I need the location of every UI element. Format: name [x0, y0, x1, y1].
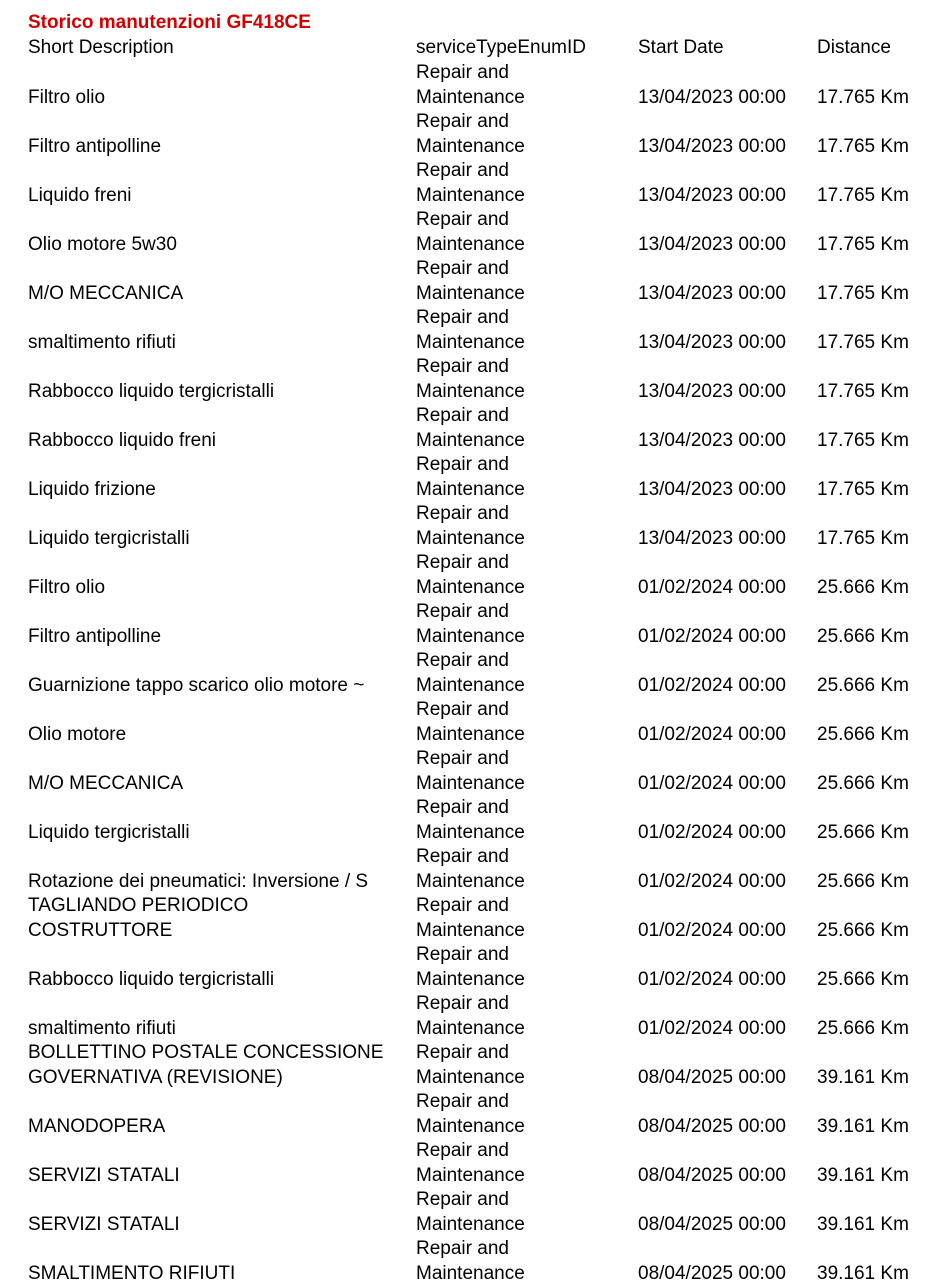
cell-short-description: SERVIZI STATALI: [28, 1213, 180, 1235]
cell-distance: 25.666 Km: [817, 723, 909, 745]
cell-distance: 25.666 Km: [817, 968, 909, 990]
cell-start-date: 01/02/2024 00:00: [638, 723, 786, 745]
table-row: [28, 1041, 928, 1090]
cell-short-description: Rabbocco liquido freni: [28, 429, 217, 451]
table-row: [28, 404, 928, 453]
cell-start-date: 13/04/2023 00:00: [638, 184, 786, 206]
table-body: [28, 61, 928, 1286]
cell-short-description: Rotazione dei pneumatici: Inversione / S: [28, 870, 369, 892]
cell-start-date: 13/04/2023 00:00: [638, 380, 786, 402]
cell-service-type: Repair and Maintenance: [416, 993, 525, 1039]
cell-distance: 25.666 Km: [817, 870, 909, 892]
cell-short-description: Liquido freni: [28, 184, 132, 206]
table-row: [28, 747, 928, 796]
cell-short-description: smaltimento rifiuti: [28, 331, 176, 353]
cell-service-type: Repair and Maintenance: [416, 1238, 525, 1284]
table-row: [28, 306, 928, 355]
cell-start-date: 13/04/2023 00:00: [638, 135, 786, 157]
cell-distance: 39.161 Km: [817, 1213, 909, 1235]
table-row: [28, 551, 928, 600]
cell-short-description: TAGLIANDO PERIODICO COSTRUTTORE: [28, 895, 249, 941]
cell-distance: 17.765 Km: [817, 331, 909, 353]
cell-distance: 39.161 Km: [817, 1115, 909, 1137]
table-row: [28, 992, 928, 1041]
cell-start-date: 01/02/2024 00:00: [638, 1017, 786, 1039]
cell-distance: 17.765 Km: [817, 282, 909, 304]
cell-short-description: Filtro olio: [28, 576, 106, 598]
cell-start-date: 08/04/2025 00:00: [638, 1115, 786, 1137]
cell-short-description: Rabbocco liquido tergicristalli: [28, 380, 275, 402]
cell-start-date: 13/04/2023 00:00: [638, 429, 786, 451]
cell-short-description: Olio motore: [28, 723, 127, 745]
header-service-type: serviceTypeEnumID: [416, 37, 587, 58]
table-row: [28, 796, 928, 845]
cell-service-type: Repair and Maintenance: [416, 454, 525, 500]
cell-service-type: Repair and Maintenance: [416, 797, 525, 843]
cell-distance: 17.765 Km: [817, 429, 909, 451]
cell-distance: 25.666 Km: [817, 674, 909, 696]
cell-distance: 17.765 Km: [817, 380, 909, 402]
header-start-date: Start Date: [638, 37, 724, 58]
cell-start-date: 13/04/2023 00:00: [638, 527, 786, 549]
table-row: [28, 1090, 928, 1139]
table-row: [28, 453, 928, 502]
table-row: [28, 600, 928, 649]
cell-service-type: Repair and Maintenance: [416, 503, 525, 549]
cell-distance: 17.765 Km: [817, 184, 909, 206]
cell-short-description: Liquido frizione: [28, 478, 156, 500]
cell-short-description: BOLLETTINO POSTALE CONCESSIONE GOVERNATIVA (REVISIONE): [28, 1042, 384, 1088]
table-row: [28, 845, 928, 894]
report-title: Storico manutenzioni GF418CE: [28, 12, 311, 33]
table-header: [28, 36, 928, 61]
cell-distance: 17.765 Km: [817, 233, 909, 255]
cell-distance: 17.765 Km: [817, 135, 909, 157]
cell-short-description: smaltimento rifiuti: [28, 1017, 176, 1039]
cell-short-description: SERVIZI STATALI: [28, 1164, 180, 1186]
table-row: [28, 1188, 928, 1237]
table-row: [28, 894, 928, 943]
cell-start-date: 08/04/2025 00:00: [638, 1164, 786, 1186]
cell-start-date: 13/04/2023 00:00: [638, 282, 786, 304]
table-row: [28, 1139, 928, 1188]
cell-start-date: 13/04/2023 00:00: [638, 331, 786, 353]
cell-service-type: Repair and Maintenance: [416, 405, 525, 451]
cell-service-type: Repair and Maintenance: [416, 944, 525, 990]
cell-short-description: Liquido tergicristalli: [28, 527, 190, 549]
cell-service-type: Repair and Maintenance: [416, 356, 525, 402]
table-row: [28, 208, 928, 257]
cell-service-type: Repair and Maintenance: [416, 1091, 525, 1137]
table-row: [28, 355, 928, 404]
cell-distance: 25.666 Km: [817, 772, 909, 794]
cell-service-type: Repair and Maintenance: [416, 258, 525, 304]
cell-service-type: Repair and Maintenance: [416, 111, 525, 157]
cell-distance: 25.666 Km: [817, 1017, 909, 1039]
cell-start-date: 08/04/2025 00:00: [638, 1213, 786, 1235]
cell-start-date: 01/02/2024 00:00: [638, 674, 786, 696]
cell-short-description: Liquido tergicristalli: [28, 821, 190, 843]
cell-start-date: 13/04/2023 00:00: [638, 233, 786, 255]
cell-service-type: Repair and Maintenance: [416, 1042, 525, 1088]
cell-service-type: Repair and Maintenance: [416, 209, 525, 255]
cell-service-type: Repair and Maintenance: [416, 552, 525, 598]
cell-service-type: Repair and Maintenance: [416, 846, 525, 892]
table-row: [28, 649, 928, 698]
cell-start-date: 08/04/2025 00:00: [638, 1066, 786, 1088]
cell-distance: 25.666 Km: [817, 625, 909, 647]
cell-short-description: M/O MECCANICA: [28, 772, 184, 794]
cell-service-type: Repair and Maintenance: [416, 1140, 525, 1186]
cell-short-description: Guarnizione tappo scarico olio motore ~: [28, 674, 365, 696]
cell-distance: 17.765 Km: [817, 478, 909, 500]
table-row: [28, 1237, 928, 1286]
cell-service-type: Repair and Maintenance: [416, 1189, 525, 1235]
cell-short-description: M/O MECCANICA: [28, 282, 184, 304]
cell-short-description: Filtro antipolline: [28, 135, 162, 157]
cell-distance: 17.765 Km: [817, 86, 909, 108]
table-row: [28, 502, 928, 551]
cell-start-date: 01/02/2024 00:00: [638, 968, 786, 990]
table-row: [28, 159, 928, 208]
cell-distance: 17.765 Km: [817, 527, 909, 549]
cell-service-type: Repair and Maintenance: [416, 895, 525, 941]
cell-short-description: Filtro olio: [28, 86, 106, 108]
cell-start-date: 08/04/2025 00:00: [638, 1262, 786, 1284]
cell-start-date: 01/02/2024 00:00: [638, 821, 786, 843]
table-row: [28, 61, 928, 110]
cell-service-type: Repair and Maintenance: [416, 160, 525, 206]
table-row: [28, 257, 928, 306]
cell-start-date: 01/02/2024 00:00: [638, 625, 786, 647]
maintenance-report: [28, 10, 928, 1286]
cell-start-date: 01/02/2024 00:00: [638, 919, 786, 941]
cell-short-description: Rabbocco liquido tergicristalli: [28, 968, 275, 990]
header-short-description: Short Description: [28, 37, 174, 58]
cell-distance: 25.666 Km: [817, 821, 909, 843]
table-row: [28, 110, 928, 159]
cell-distance: 25.666 Km: [817, 919, 909, 941]
cell-distance: 25.666 Km: [817, 576, 909, 598]
cell-start-date: 01/02/2024 00:00: [638, 576, 786, 598]
cell-service-type: Repair and Maintenance: [416, 601, 525, 647]
cell-service-type: Repair and Maintenance: [416, 62, 525, 108]
cell-start-date: 13/04/2023 00:00: [638, 86, 786, 108]
cell-start-date: 01/02/2024 00:00: [638, 870, 786, 892]
cell-distance: 39.161 Km: [817, 1164, 909, 1186]
table-row: [28, 943, 928, 992]
cell-distance: 39.161 Km: [817, 1066, 909, 1088]
cell-short-description: Olio motore 5w30: [28, 233, 177, 255]
cell-service-type: Repair and Maintenance: [416, 650, 525, 696]
table-row: [28, 698, 928, 747]
cell-short-description: MANODOPERA: [28, 1115, 166, 1137]
cell-distance: 39.161 Km: [817, 1262, 909, 1284]
cell-service-type: Repair and Maintenance: [416, 699, 525, 745]
cell-start-date: 01/02/2024 00:00: [638, 772, 786, 794]
cell-service-type: Repair and Maintenance: [416, 748, 525, 794]
header-distance: Distance: [817, 37, 891, 58]
cell-service-type: Repair and Maintenance: [416, 307, 525, 353]
cell-short-description: Filtro antipolline: [28, 625, 162, 647]
cell-short-description: SMALTIMENTO RIFIUTI: [28, 1262, 236, 1284]
cell-start-date: 13/04/2023 00:00: [638, 478, 786, 500]
